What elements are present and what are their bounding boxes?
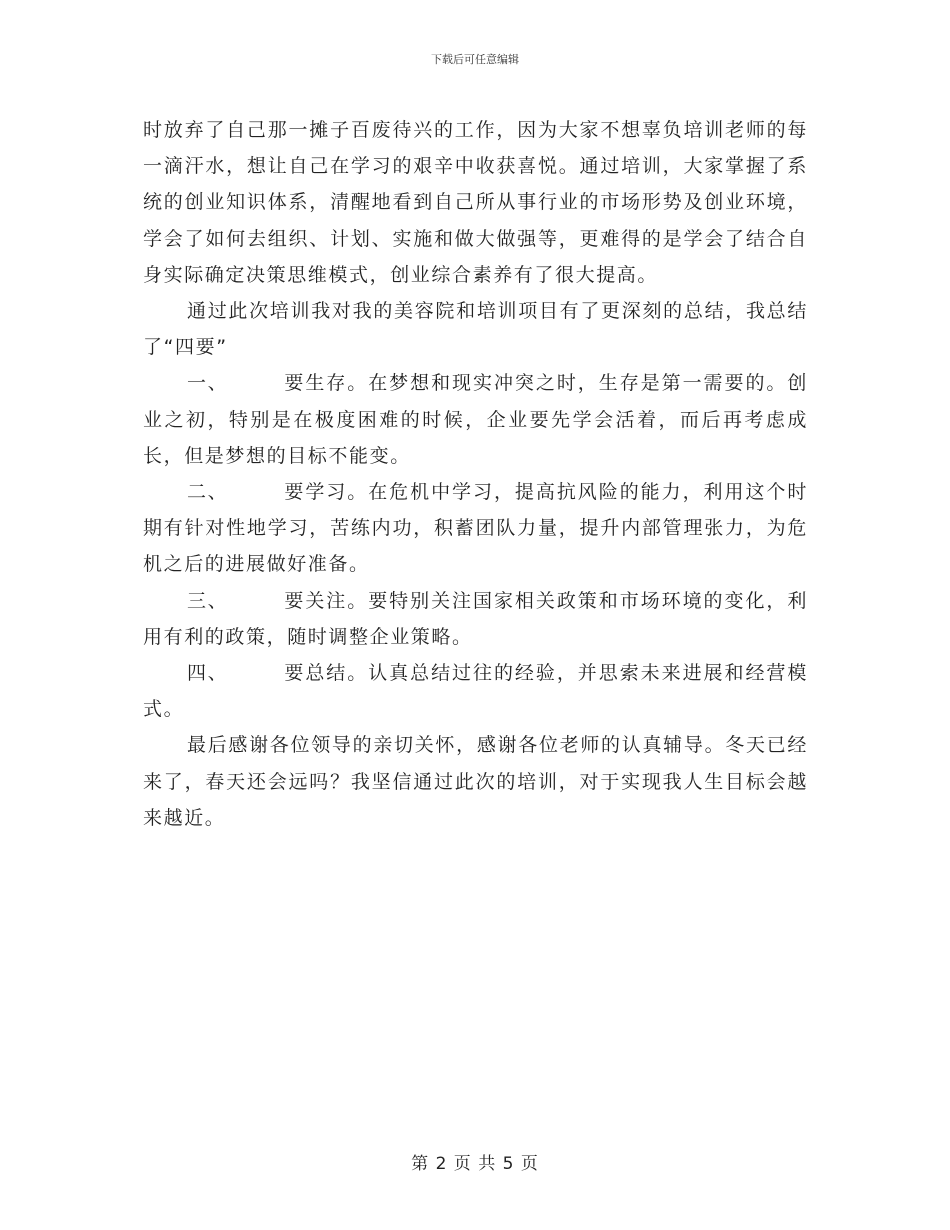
list-item-summarize [143, 655, 808, 727]
list-item-text: 要学习。在危机中学习，提高抗风险的能力，利用这个时期有针对性地学习，苦练内功，积蓄团队力量，提升内部管理张力，为危机之后的进展做好准备。 [143, 481, 808, 576]
paragraph-training-gains: 时放弃了自己那一摊子百废待兴的工作，因为大家不想辜负培训老师的每一滴汗水，想让自己在学习的艰辛中收获喜悦。通过培训，大家掌握了系统的创业知识体系，清醒地看到自己所从事行业的市场形势及创业环境，学会了如何去组织、计划、实施和做大做强等，更难得的是学会了结合自身实际确定决策思维模式，创业综合素养有了很大提高。 [143, 119, 808, 286]
list-item-number: 二、 [187, 481, 229, 504]
list-item-number: 四、 [187, 662, 229, 685]
list-item-text: 要关注。要特别关注国家相关政策和市场环境的变化，利用有利的政策，随时调整企业策略。 [143, 589, 808, 648]
list-item-survive [143, 365, 808, 474]
list-item-attention [143, 583, 808, 655]
paragraph-closing-thanks: 最后感谢各位领导的亲切关怀，感谢各位老师的认真辅导。冬天已经来了，春天还会远吗？我坚信通过此次的培训，对于实现我人生目标会越来越近。 [143, 734, 808, 829]
list-item-text: 要生存。在梦想和现实冲突之时，生存是第一需要的。创业之初，特别是在极度困难的时候，企业要先学会活着，而后再考虑成长，但是梦想的目标不能变。 [143, 372, 808, 467]
list-item-number: 一、 [187, 372, 229, 395]
list-item-text: 要总结。认真总结过往的经验，并思索未来进展和经营模式。 [143, 662, 808, 721]
page-header: 下载后可任意编辑 [431, 53, 519, 66]
paragraph-four-musts-intro: 通过此次培训我对我的美容院和培训项目有了更深刻的总结，我总结了“四要” [143, 300, 808, 359]
document-body [143, 112, 808, 836]
page-number: 第 2 页 共 5 页 [411, 1154, 539, 1174]
list-item-number: 三、 [187, 589, 229, 612]
list-item-learn [143, 474, 808, 583]
